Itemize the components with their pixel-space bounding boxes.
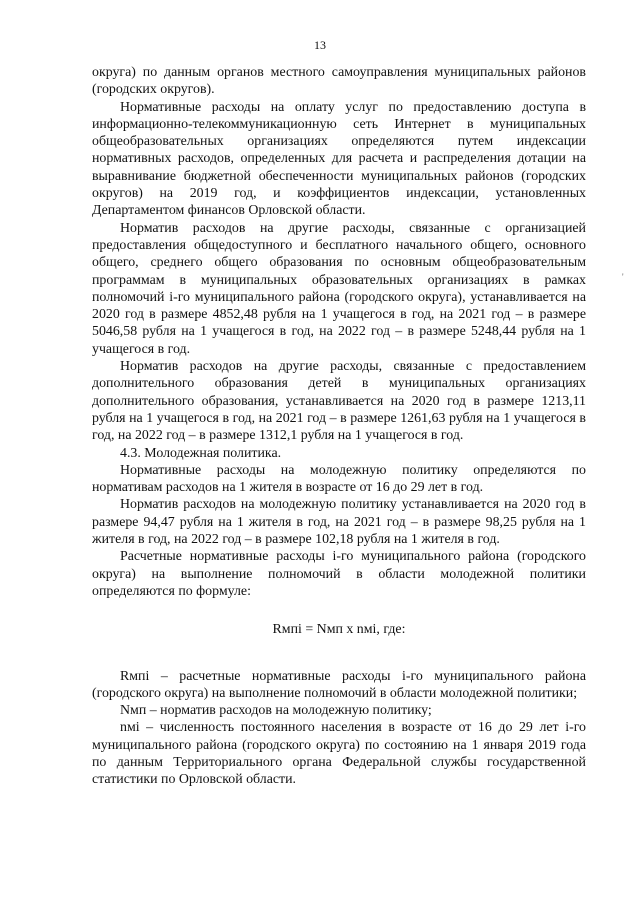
paragraph-youth-policy-expenses: Нормативные расходы на молодежную политику определяются по нормативам расходов на 1 жителя в возрасте от 16 до 29 лет в год.	[92, 462, 586, 496]
definition-nmp: Nмп – норматив расходов на молодежную политику;	[120, 703, 432, 719]
paragraph-general-education-norm: Норматив расходов на другие расходы, связанные с организацией предоставления общедоступного и бесплатного начального общего, основного общего, среднего общего образования по основным общеобразовательным программам в муниципальных образовательных организациях в рамках полномочий i-го муниципального района (городского округа), устанавливается на 2020 год в размере 4852,48 рубля на 1 учащегося в год, на 2021 год – в размере 5046,58 рубля на 1 учащегося в год, на 2022 год – в размере 5248,44 рубля на 1 учащегося в год.	[92, 220, 586, 357]
margin-mark: '	[622, 272, 624, 282]
paragraph-youth-policy-norm: Норматив расходов на молодежную политику устанавливается на 2020 год в размере 94,47 рубля на 1 жителя в год, на 2021 год – в размере 98,25 рубля на 1 жителя в год, на 2022 год – в размере 102,18 рубля на 1 жителя в год.	[92, 497, 586, 548]
formula: Rмпi = Nмп x nмi, где:	[272, 622, 406, 638]
definition-nmi: nмi – численность постоянного населения в возрасте от 16 до 29 лет i-го муниципального района (городского округа) по состоянию на 1 января 2019 года по данным Территориального органа Федеральной службы государственной статистики по Орловской области.	[92, 720, 586, 788]
paragraph-continuation: округа) по данным органов местного самоуправления муниципальных районов (городских округов).	[92, 65, 586, 98]
section-heading-youth-policy: 4.3. Молодежная политика.	[120, 445, 282, 461]
document-body	[92, 64, 586, 789]
page-number: 13	[314, 38, 326, 52]
paragraph-additional-education-norm: Норматив расходов на другие расходы, связанные с предоставлением дополнительного образования детей в муниципальных организациях дополнительного образования, устанавливается на 2020 год в размере 1213,11 рубля на 1 учащегося в год, на 2021 год – в размере 1261,63 рубля на 1 учащегося в год, на 2022 год – в размере 1312,1 рубля на 1 учащегося в год.	[92, 359, 586, 444]
paragraph-formula-intro: Расчетные нормативные расходы i-го муниципального района (городского округа) на выполнение полномочий в области молодежной политики определяются по формуле:	[92, 549, 586, 599]
paragraph-internet-expenses: Нормативные расходы на оплату услуг по предоставлению доступа в информационно-телекоммуникационную сеть Интернет в муниципальных общеобразовательных организациях определяются путем индексации нормативных расходов, определенных для расчета и распределения дотации на выравнивание бюджетной обеспеченности муниципальных районов (городских округов) на 2019 год, и коэффициентов индексации, установленных Департаментом финансов Орловской области.	[92, 99, 586, 219]
definition-rmpi: Rмпi – расчетные нормативные расходы i-го муниципального района (городского округа) на выполнение полномочий в области молодежной политики;	[92, 668, 586, 701]
